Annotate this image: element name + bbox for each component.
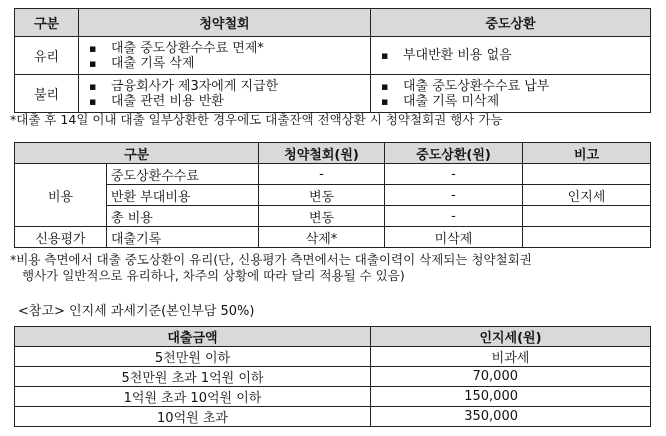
item-label: 중도상환수수료: [107, 164, 259, 185]
header-early-repayment: 중도상환: [371, 9, 651, 37]
value-cell: 삭제*: [259, 227, 385, 248]
header-stamp-tax: 인지세(원): [371, 327, 651, 347]
cost-table: [14, 142, 651, 248]
stamp-tax-table: [14, 326, 651, 427]
loan-amount-cell: 5천만원 이하: [15, 347, 371, 367]
stamp-tax-cell: 150,000: [371, 387, 651, 407]
item-label: 대출기록: [107, 227, 259, 248]
value-cell: -: [385, 164, 523, 185]
footnote-2-line2: 행사가 일반적으로 유리하나, 차주의 상황에 따라 달리 적용될 수 있음): [22, 268, 405, 283]
remark-cell: [523, 164, 651, 185]
stamp-tax-cell: 비과세: [371, 347, 651, 367]
header-category: 구분: [15, 143, 259, 164]
footnote-1: *대출 후 14일 이내 대출 일부상환한 경우에도 대출잔액 전액상환 시 청약철회권 행사 가능: [10, 112, 503, 127]
remark-cell: [523, 206, 651, 227]
row-label-disadvantage: 불리: [15, 75, 79, 113]
disadvantage-early-repayment: [371, 75, 651, 113]
header-category: 구분: [15, 9, 79, 37]
header-early-repayment-won: 중도상환(원): [385, 143, 523, 164]
stamp-tax-cell: 350,000: [371, 407, 651, 427]
disadvantage-withdrawal: [79, 75, 371, 113]
header-withdrawal-won: 청약철회(원): [259, 143, 385, 164]
value-cell: 변동: [259, 185, 385, 206]
header-loan-amount: 대출금액: [15, 327, 371, 347]
value-cell: -: [259, 164, 385, 185]
bullet-item: ▪ 대출 기록 미삭제: [381, 94, 650, 109]
bullet-item: ▪ 금융회사가 제3자에게 지급한: [89, 79, 370, 94]
comparison-table: [14, 8, 651, 113]
bullet-item: ▪ 부대반환 비용 없음: [381, 48, 650, 63]
header-remarks: 비고: [523, 143, 651, 164]
footnote-2-line1: *비용 측면에서 대출 중도상환이 유리(단, 신용평가 측면에서는 대출이력이 삭제되는 청약철회권: [10, 252, 532, 267]
reference-title: <참고> 인지세 과세기준(본인부담 50%): [18, 304, 255, 319]
remark-cell: [523, 227, 651, 248]
bullet-item: ▪ 대출 중도상환수수료 면제*: [89, 41, 370, 56]
bullet-item: ▪ 대출 기록 삭제: [89, 56, 370, 71]
item-label: 반환 부대비용: [107, 185, 259, 206]
value-cell: -: [385, 185, 523, 206]
advantage-early-repayment: [371, 37, 651, 75]
header-withdrawal: 청약철회: [79, 9, 371, 37]
item-label: 총 비용: [107, 206, 259, 227]
value-cell: 변동: [259, 206, 385, 227]
loan-amount-cell: 10억원 초과: [15, 407, 371, 427]
bullet-item: ▪ 대출 관련 비용 반환: [89, 94, 370, 109]
remark-cell: 인지세: [523, 185, 651, 206]
group-cost: 비용: [15, 164, 107, 227]
value-cell: 미삭제: [385, 227, 523, 248]
advantage-withdrawal: [79, 37, 371, 75]
row-label-advantage: 유리: [15, 37, 79, 75]
loan-amount-cell: 1억원 초과 10억원 이하: [15, 387, 371, 407]
loan-amount-cell: 5천만원 초과 1억원 이하: [15, 367, 371, 387]
group-credit: 신용평가: [15, 227, 107, 248]
stamp-tax-cell: 70,000: [371, 367, 651, 387]
bullet-item: ▪ 대출 중도상환수수료 납부: [381, 79, 650, 94]
value-cell: -: [385, 206, 523, 227]
